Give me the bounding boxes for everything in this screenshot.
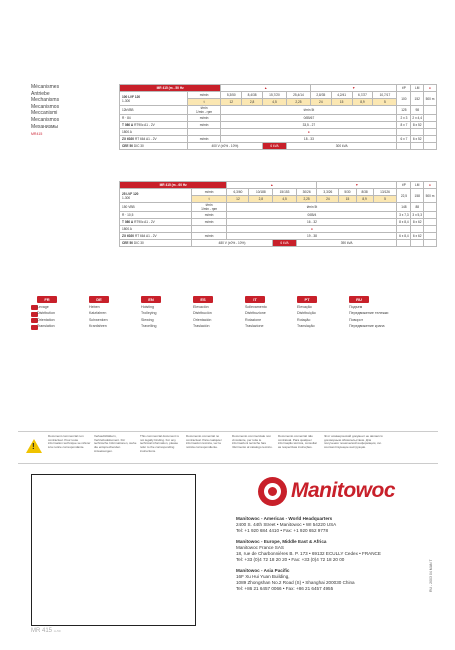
kva-total: 300 kVA: [286, 143, 396, 150]
label-ru: Механизмы: [31, 123, 58, 130]
hoist-label: 25 LVF 120 1-300: [120, 189, 192, 203]
row-unit: t/min 1/min - rpm: [191, 203, 227, 212]
row-value: 3 x 5,3: [412, 213, 422, 217]
row-value: 33,5 - 27: [221, 122, 397, 129]
side-reference: RU - 2003 04 MAN T: [429, 559, 433, 592]
label-it: Meccanismi: [31, 110, 58, 117]
drum-icon: ●: [424, 85, 437, 92]
note-en: This commercial document is not legally binding. For any technical information, please refer to the corresponding instructions.: [140, 434, 179, 453]
load-unit: t: [187, 99, 221, 106]
unit-power: t/P: [397, 85, 411, 92]
load-cell: 2,8: [249, 196, 273, 203]
spec-table-60hz: [119, 181, 437, 247]
load-cell: 12: [221, 99, 242, 106]
note-es: Documento comercial no contractual. Para cualquier información técnica, ver la noticia correspondiente.: [186, 434, 222, 450]
power-cell: 152: [411, 92, 424, 106]
row-value: t/min 5t: [221, 106, 397, 115]
speed-cell: 6,7/27: [352, 92, 373, 99]
office-americas: Manitowoc - Americas - World Headquarters 2400 S. 44th Street • Manitowoc • WI 54220 USA Tel: +1 920 684 4410 • Fax: +1 920 652 9778: [236, 516, 337, 533]
row-label: 12kVBB: [120, 106, 188, 115]
unit-lm: LM: [411, 182, 424, 189]
row-value: 0/85/4: [227, 212, 397, 219]
row-value: 8 x 7: [397, 122, 411, 129]
note-it: Documento commerciale non vincolante, per tutte le informazioni tecniche fare riferimento al catalogo tecnico.: [232, 434, 273, 450]
speed-cell: 10,7/17: [373, 92, 397, 99]
legend-col-pt: PT Elevação Distribuição Rotação Translação: [297, 297, 316, 329]
unit-power: t/P: [397, 182, 411, 189]
row-value: 0/85/67: [221, 115, 397, 122]
label-fr: Mécanismes: [31, 84, 60, 90]
length-cell: 500 m: [424, 92, 437, 106]
power-cell: 158: [411, 189, 424, 203]
voltage-cell: 480 V (±0% - 10%): [191, 240, 272, 247]
speed-cell: 8,4/38: [242, 92, 263, 99]
load-cell: 2,25: [286, 99, 310, 106]
speed-cell: 4,2/41: [331, 92, 352, 99]
row-value: 3 x 7,3: [397, 212, 411, 219]
speed-unit: m/min: [191, 189, 227, 196]
hoist-icon-a: ▲: [227, 182, 317, 189]
power-cell: 22,5: [397, 189, 411, 203]
row-label: R · 84: [120, 115, 188, 122]
flag-ru: RU: [349, 296, 369, 303]
logo-mark-icon: [258, 477, 287, 506]
voltage-cell: 400 V (±0% - 10%): [187, 143, 262, 150]
kva-total: 390 kVA: [296, 240, 397, 247]
drum-icon: ●: [424, 182, 437, 189]
mechanisms-labels: [31, 84, 59, 138]
row-unit: m/min: [191, 233, 227, 240]
row-value: 2 x 4,4: [412, 116, 422, 120]
hoist-icon-b: ▼: [317, 182, 397, 189]
row-value: 18 - 33: [221, 136, 397, 143]
load-cell: 2,8: [242, 99, 263, 106]
row-value: 6 x 8,4: [397, 233, 411, 240]
row-value: 8 x 52: [412, 123, 422, 127]
power-cell: 100: [397, 92, 411, 106]
legend-col-ru: RU Подъем Передвижение тележки Поворот Передвижение крана: [349, 297, 389, 329]
load-cell: 4,5: [263, 99, 287, 106]
speed-cell: 30/26: [296, 189, 316, 196]
flag-en: EN: [141, 296, 161, 303]
legend-col-it: IT Sollevamento Distribuzione Rotazione Traslazione: [245, 297, 267, 329]
model-header: MR 415 (m - 50 Hz: [120, 85, 221, 92]
load-cell: 5: [373, 99, 397, 106]
legend-col-en: EN Hoisting Trolleying Slewing Travelling: [141, 296, 194, 330]
flag-de: DE: [89, 296, 109, 303]
legend-col-es: ES Elevación Distribución Orientación Traslación: [193, 297, 212, 329]
row-value: t/min 5t: [227, 203, 397, 212]
load-cell: 12: [227, 196, 249, 203]
load-cell: 8,9: [356, 196, 373, 203]
row-unit: m/min: [187, 115, 221, 122]
load-cell: 8,9: [352, 99, 373, 106]
slewing-icon: ●: [221, 129, 397, 136]
row-value: 98: [411, 106, 424, 115]
row-label: 150 VBB: [120, 203, 192, 212]
load-cell: 5: [373, 196, 397, 203]
load-cell: 24: [317, 196, 339, 203]
row-label: R · 10,5: [120, 212, 192, 219]
speed-cell: 6,3/60: [227, 189, 249, 196]
flag-fr: FR: [37, 296, 57, 303]
load-cell: 4,5: [273, 196, 297, 203]
flag-pt: PT: [297, 296, 317, 303]
row-value: 19 - 38: [227, 233, 397, 240]
hoist-icon-a: ▲: [221, 85, 311, 92]
flag-it: IT: [245, 296, 265, 303]
manitowoc-logo: [258, 477, 428, 507]
unit-lm: LM: [411, 85, 424, 92]
row-label: ZX 6020 RT 664 A1 - 2V: [120, 136, 188, 143]
kva-badge: 6 kVA: [273, 240, 297, 247]
row-value: 125: [397, 106, 411, 115]
row-value: 2 x 3: [397, 115, 411, 122]
row-unit: t/min 1/min - rpm: [187, 106, 221, 115]
row-value: 8 x 62: [412, 220, 422, 224]
load-unit: t: [191, 196, 227, 203]
speed-cell: 8/38: [356, 189, 373, 196]
speed-cell: 15,7/20: [263, 92, 287, 99]
row-label: CEE 50 DIC 30: [120, 240, 192, 247]
speed-cell: 3,3/26: [317, 189, 339, 196]
note-de: Verkaufsblättern, Vertriebsdokument. Für technische Informationen, siehe die entsprechenden Anweisungen.: [94, 434, 137, 453]
row-value: 6 x 7: [397, 136, 411, 143]
model-mark: MR 415 m-50: [31, 628, 61, 634]
length-cell: 500 m: [424, 189, 437, 203]
hoist-label: 100 LVF 120 1-300: [120, 92, 188, 106]
office-apac: Manitowoc - Asia Pacific 16F Xu Hui Yuan Building, 1089 Zhongshan No.2 Road (S) • Shanghai 200030 China Tel: +86 21 6457 0066 • Fax: +86 21 6457 4955: [236, 568, 355, 591]
legend-col-de: DE Heben Katzfahren Schwenken Kranfahren: [89, 297, 108, 329]
speed-unit: m/min: [187, 92, 221, 99]
speed-cell: 5/30: [339, 189, 356, 196]
speed-cell: 5,3/50: [221, 92, 242, 99]
label-de: Antriebe: [31, 90, 50, 97]
legend-col-fr: FR Levage Distribution Orientation Translation: [37, 296, 90, 330]
slewing-icon: ●: [227, 226, 397, 233]
row-unit: m/min: [191, 212, 227, 219]
kva-badge: 6 kVA: [263, 143, 287, 150]
model-header: MR 415 (m - 60 Hz: [120, 182, 227, 189]
row-unit: m/min: [191, 219, 227, 226]
speed-cell: 15/153: [273, 189, 297, 196]
load-cell: 15: [331, 99, 352, 106]
row-value: 8 x 8,4: [397, 219, 411, 226]
row-value: 16 - 32: [227, 219, 397, 226]
row-unit: m/min: [187, 136, 221, 143]
row-label: T 080 A RT90c A1 - 2V: [120, 122, 188, 129]
hoist-icon-b: ▼: [310, 85, 397, 92]
note-ru: Этот коммерческий документ не является договорным обязательством. Для получения технической информации, см. соответствующие инструкции.: [324, 434, 383, 450]
label-es: Mecanismos: [31, 103, 60, 110]
speed-cell: 2,8/35: [310, 92, 331, 99]
label-en: Mechanisms: [31, 97, 60, 104]
row-label: ZX 6020 RT 664 A1 - 2V: [120, 233, 192, 240]
row-label: 1800 A: [120, 226, 192, 233]
disclaimer-row: ! Document commercial non contractuel. Pour toute information technique se référer à la notice correspondante. Verkaufsblättern, Vertriebsdokument. Für technische Informationen, siehe die entsprechenden Anweisungen. This commercial document is not legally binding. For any technical information, please refer to the corresponding instructions. Documento comercial no contractual. Para cualquier información técnica, ver la noticia correspondiente. Documento commerciale non vincolante, per tutte le informazioni tecniche fare riferimento al catalogo tecnico. Documento comercial não contratual. Para qualquer informação técnica, consultar as respectivas instruções. Этот коммерческий документ не является договорным обязательством. Для получения технической информации, см. соответствующие инструкции.: [18, 431, 438, 464]
load-cell: 2,25: [296, 196, 316, 203]
row-label: T 080 A RT90c A1 - 2V: [120, 219, 192, 226]
speed-cell: 25,4/14: [286, 92, 310, 99]
dealer-stamp-box: [31, 474, 196, 626]
row-label: 1800 A: [120, 129, 188, 136]
row-value: 148: [397, 203, 411, 212]
row-unit: m/min: [187, 122, 221, 129]
note-fr: Document commercial non contractuel. Pour toute information technique se référer à la notice correspondante.: [48, 434, 91, 450]
load-cell: 15: [339, 196, 356, 203]
logo-text: Manitowoc: [291, 479, 395, 502]
mechanisms-code: MR415: [31, 132, 43, 137]
load-cell: 24: [310, 99, 331, 106]
speed-cell: 10/188: [249, 189, 273, 196]
spec-table-50hz: [119, 84, 437, 150]
row-label: CEE 50 DIC 30: [120, 143, 188, 150]
flag-es: ES: [193, 296, 213, 303]
label-pt: Mecanismos: [31, 116, 60, 123]
row-value: 6 x 52: [412, 137, 422, 141]
note-pt: Documento comercial não contratual. Para qualquer informação técnica, consultar as respectivas instruções.: [278, 434, 318, 450]
row-value: 88: [411, 203, 424, 212]
office-emea: Manitowoc - Europe, Middle East & Africa Manitowoc France SAS 18, rue de Charbonnières B. P. 173 • 69132 ECULLY Cedex • FRANCE Tel: +33 (0)4 72 18 20 20 • Fax: +33 (0)4 72 18 20 00: [236, 539, 381, 562]
row-value: 6 x 62: [412, 234, 422, 238]
speed-cell: 13/126: [373, 189, 397, 196]
